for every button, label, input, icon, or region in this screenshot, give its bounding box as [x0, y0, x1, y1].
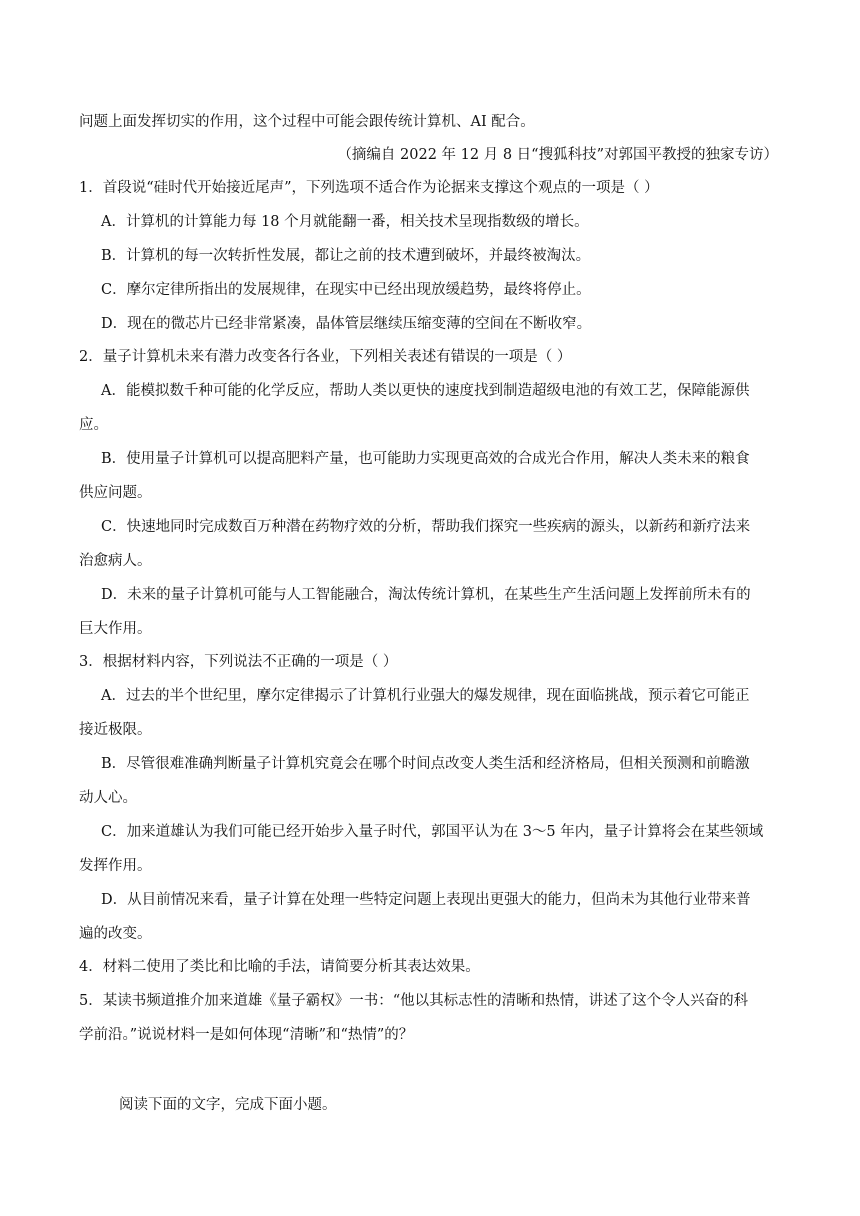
question-3-option-b-cont: 动人心。: [79, 790, 137, 806]
reading-instruction: 阅读下面的文字，完成下面小题。: [119, 1097, 337, 1113]
question-1-option-c: C．摩尔定律所指出的发展规律，在现实中已经出现放缓趋势，最终将停止。: [101, 282, 591, 298]
question-2-option-d-cont: 巨大作用。: [79, 621, 152, 637]
question-1-stem: 1．首段说“硅时代开始接近尾声”，下列选项不适合作为论据来支撑这个观点的一项是（ ）: [79, 180, 659, 196]
question-3-option-a: A．过去的半个世纪里，摩尔定律揭示了计算机行业强大的爆发规律，现在面临挑战，预示着它可能正: [101, 688, 750, 704]
question-4-stem: 4．材料二使用了类比和比喻的手法，请简要分析其表达效果。: [79, 959, 480, 975]
question-3-option-d: D．从目前情况来看，量子计算在处理一些特定问题上表现出更强大的能力，但尚未为其他行业带来普: [101, 892, 751, 908]
question-5-stem: 5．某读书频道推介加来道雄《量子霸权》一书：“他以其标志性的清晰和热情，讲述了这个令人兴奋的科: [79, 993, 749, 1009]
question-2-option-b: B．使用量子计算机可以提高肥料产量，也可能助力实现更高效的合成光合作用，解决人类未来的粮食: [101, 451, 750, 467]
question-1-option-d: D．现在的微芯片已经非常紧凑，晶体管层继续压缩变薄的空间在不断收窄。: [101, 316, 592, 332]
question-2-option-a-cont: 应。: [79, 417, 108, 433]
question-2-option-d: D．未来的量子计算机可能与人工智能融合，淘汰传统计算机，在某些生产生活问题上发挥前所未有的: [101, 587, 751, 603]
source-citation: （摘编自 2022 年 12 月 8 日“搜狐科技”对郭国平教授的独家专访）: [337, 147, 778, 163]
question-3-stem: 3．根据材料内容，下列说法不正确的一项是（ ）: [79, 654, 398, 670]
passage-tail-text: 问题上面发挥切实的作用，这个过程中可能会跟传统计算机、AI 配合。: [79, 114, 535, 130]
question-2-stem: 2．量子计算机未来有潜力改变各行各业，下列相关表述有错误的一项是（ ）: [79, 349, 572, 365]
question-1-option-a: A．计算机的计算能力每 18 个月就能翻一番，相关技术呈现指数级的增长。: [101, 214, 589, 230]
question-1-option-b: B．计算机的每一次转折性发展，都让之前的技术遭到破坏，并最终被淘汰。: [101, 248, 591, 264]
question-2-option-b-cont: 供应问题。: [79, 485, 152, 501]
question-2-option-a: A．能模拟数千种可能的化学反应，帮助人类以更快的速度找到制造超级电池的有效工艺，保障能源供: [101, 383, 750, 399]
question-2-option-c-cont: 治愈病人。: [79, 553, 152, 569]
question-5-stem-cont: 学前沿。”说说材料一是如何体现“清晰”和“热情”的？: [79, 1027, 414, 1043]
question-3-option-a-cont: 接近极限。: [79, 722, 152, 738]
question-3-option-c: C．加来道雄认为我们可能已经开始步入量子时代，郭国平认为在 3～5 年内，量子计算将会在某些领域: [101, 824, 764, 840]
question-3-option-b: B．尽管很难准确判断量子计算机究竟会在哪个时间点改变人类生活和经济格局，但相关预测和前瞻激: [101, 756, 750, 772]
question-3-option-c-cont: 发挥作用。: [79, 858, 152, 874]
question-3-option-d-cont: 遍的改变。: [79, 926, 152, 942]
question-2-option-c: C．快速地同时完成数百万种潜在药物疗效的分析，帮助我们探究一些疾病的源头，以新药和新疗法来: [101, 519, 751, 535]
